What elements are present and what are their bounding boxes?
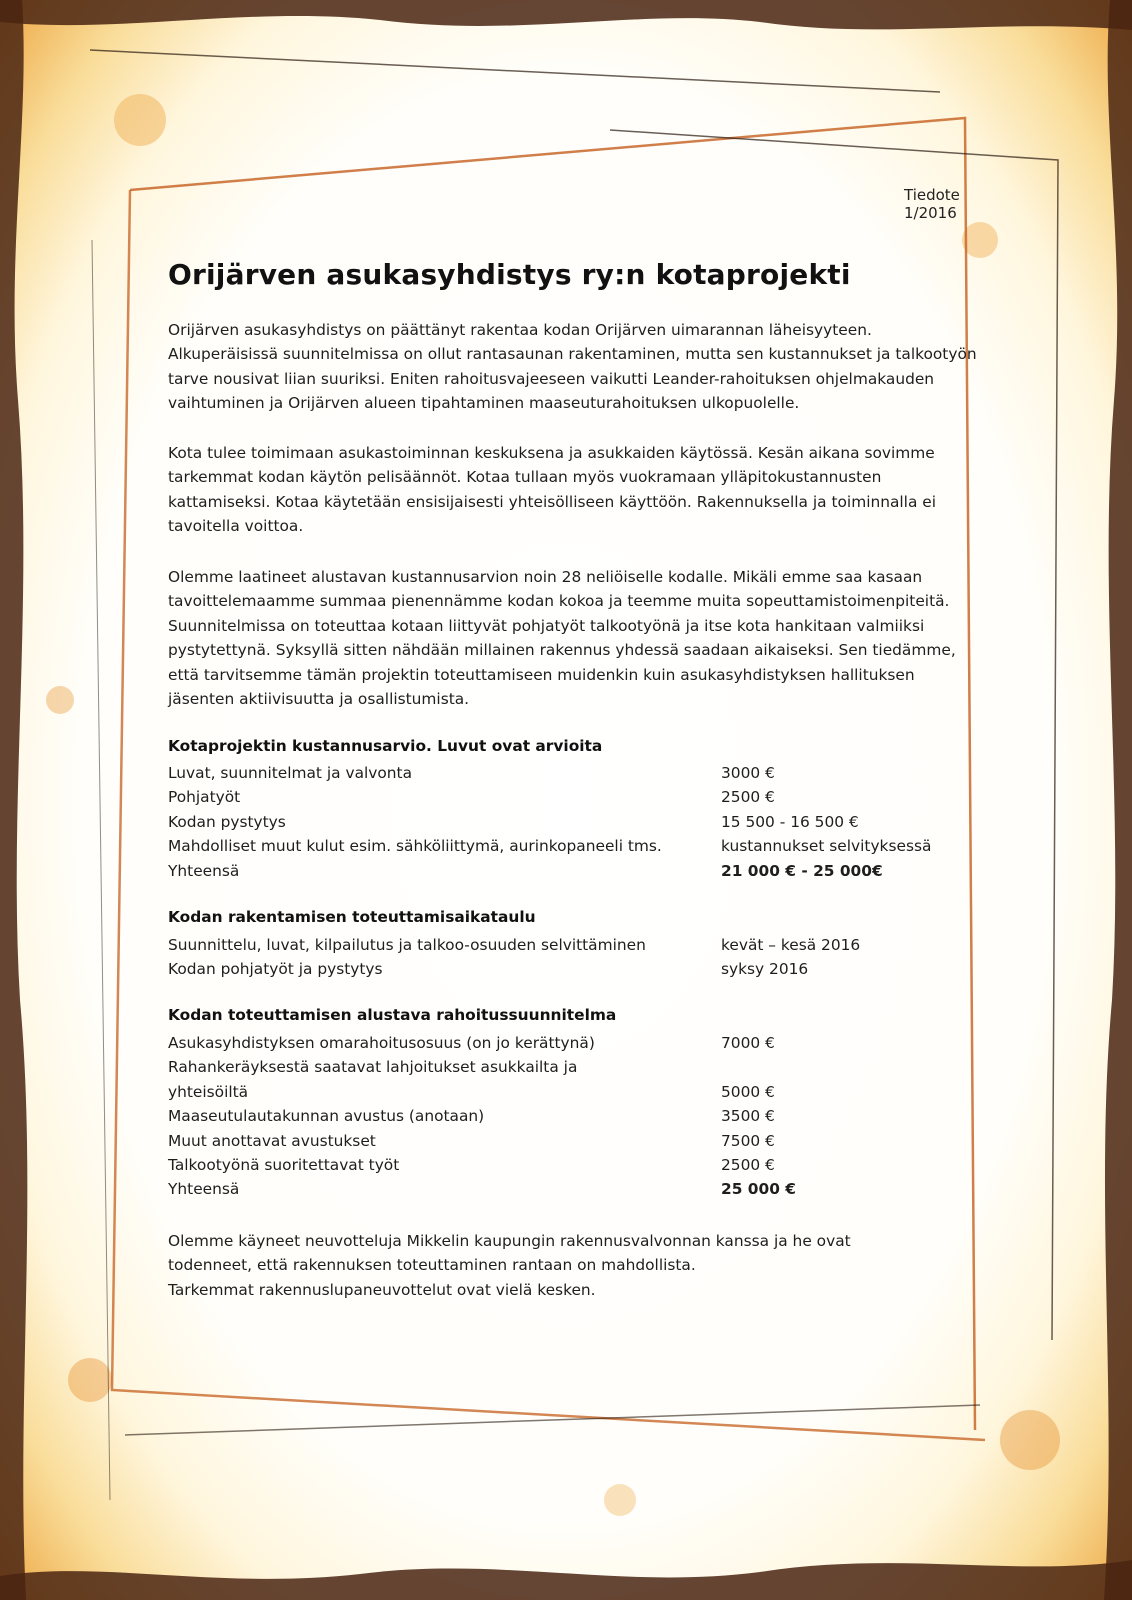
row-value: 7500 € [721, 1131, 775, 1150]
table-row [168, 933, 988, 957]
row-label: Talkootyönä suoritettavat työt [168, 1155, 400, 1174]
schedule-title: Kodan rakentamisen toteuttamisaikataulu [168, 908, 536, 926]
financing-table [168, 1031, 988, 1202]
row-label: Luvat, suunnitelmat ja valvonta [168, 764, 413, 782]
paragraph-estimate: Olemme laatineet alustavan kustannusarvion noin 28 neliöiselle kodalle. Mikäli emme saa kasaan tavoittelemaamme summaa pienennämme kodan kokoa ja teemme muita sopeuttamistoimenpiteitä. Suunnitelmissa on toteuttaa kotaan liittyvät pohjatyöt talkootyönä ja itse kota hankitaan valmiiksi pystytettynä. Syksyllä sitten nähdään millainen rakennus yhdessä saadaan aikaiseksi. Sen tiedämme, että tarvitsemme tämän projektin toteuttamiseen muidenkin kuin asukasyhdistyksen hallituksen jäsenten aktiivisuutta ja osallistumista. [168, 568, 956, 709]
table-row [168, 1129, 988, 1153]
paragraph-permit-status: Tarkemmat rakennuslupaneuvottelut ovat vielä kesken. [168, 1281, 596, 1299]
table-row [168, 834, 988, 858]
table-row [168, 1153, 988, 1177]
row-label: Kodan pystytys [168, 812, 286, 831]
row-value: 2500 € [721, 1155, 775, 1174]
row-value: syksy 2016 [721, 960, 809, 979]
row-label: Asukasyhdistyksen omarahoitusosuus (on jo kerättynä) [168, 1034, 595, 1052]
table-row [168, 810, 988, 834]
row-value: 3000 € [721, 764, 775, 782]
row-label: Yhteensä [168, 861, 240, 880]
schedule-table [168, 933, 988, 982]
row-value: kustannukset selvityksessä [721, 837, 932, 856]
table-row [168, 1055, 988, 1104]
document-body [168, 0, 998, 1600]
row-label: Yhteensä [168, 1180, 240, 1199]
bulletin-number: Tiedote 1/2016 [904, 186, 960, 222]
row-label: Kodan pohjatyöt ja pystytys [168, 960, 383, 979]
row-value: kevät – kesä 2016 [721, 936, 861, 954]
row-label: Mahdolliset muut kulut esim. sähköliittymä, aurinkopaneeli tms. [168, 837, 662, 856]
paragraph-intro: Orijärven asukasyhdistys on päättänyt rakentaa kodan Orijärven uimarannan läheisyyteen. Alkuperäisissä suunnitelmissa on ollut rantasaunan rakentaminen, mutta sen kustannukset ja talkootyön tarve nousivat liian suuriksi. Eniten rahoitusvajeeseen vaikutti Leander-rahoituksen ohjelmakauden vaihtuminen ja Orijärven alueen tipahtaminen maaseuturahoituksen ulkopuolelle. [168, 321, 977, 413]
table-row [168, 1104, 988, 1128]
table-row [168, 1031, 988, 1055]
row-label: Suunnittelu, luvat, kilpailutus ja talkoo-osuuden selvittäminen [168, 936, 646, 954]
table-row [168, 761, 988, 785]
row-value: 2500 € [721, 788, 775, 807]
table-row [168, 957, 988, 981]
paragraph-negotiations: Olemme käyneet neuvotteluja Mikkelin kaupungin rakennusvalvonnan kanssa ja he ovat todenneet, että rakennuksen toteuttaminen rantaan on mahdollista. [168, 1232, 851, 1275]
row-value: 7000 € [721, 1034, 775, 1052]
total-row [168, 859, 988, 883]
row-label: Maaseutulautakunnan avustus (anotaan) [168, 1107, 485, 1126]
page-title: Orijärven asukasyhdistys ry:n kotaprojekti [168, 258, 851, 291]
financing-title: Kodan toteuttamisen alustava rahoitussuunnitelma [168, 1006, 617, 1024]
cost-estimate-title: Kotaprojektin kustannusarvio. Luvut ovat arvioita [168, 737, 603, 755]
row-value: 25 000 € [721, 1180, 796, 1199]
table-row [168, 785, 988, 809]
paragraph-usage: Kota tulee toimimaan asukastoiminnan keskuksena ja asukkaiden käytössä. Kesän aikana sovimme tarkemmat kodan käytön pelisäännöt. Kotaa tullaan myös vuokramaan ylläpitokustannusten kattamiseksi. Kotaa käytetään ensisijaisesti yhteisölliseen käyttöön. Rakennuksella ja toiminnalla ei tavoitella voittoa. [168, 444, 937, 536]
row-label: Pohjatyöt [168, 788, 241, 807]
row-value: 21 000 € - 25 000€ [721, 861, 883, 880]
row-label: Rahankeräyksestä saatavat lahjoitukset asukkailta ja yhteisöiltä [168, 1058, 578, 1101]
row-value: 3500 € [721, 1107, 775, 1126]
total-row [168, 1177, 988, 1201]
row-value: 15 500 - 16 500 € [721, 812, 859, 831]
row-value: 5000 € [721, 1082, 775, 1101]
cost-estimate-table [168, 761, 988, 883]
row-label: Muut anottavat avustukset [168, 1131, 376, 1150]
